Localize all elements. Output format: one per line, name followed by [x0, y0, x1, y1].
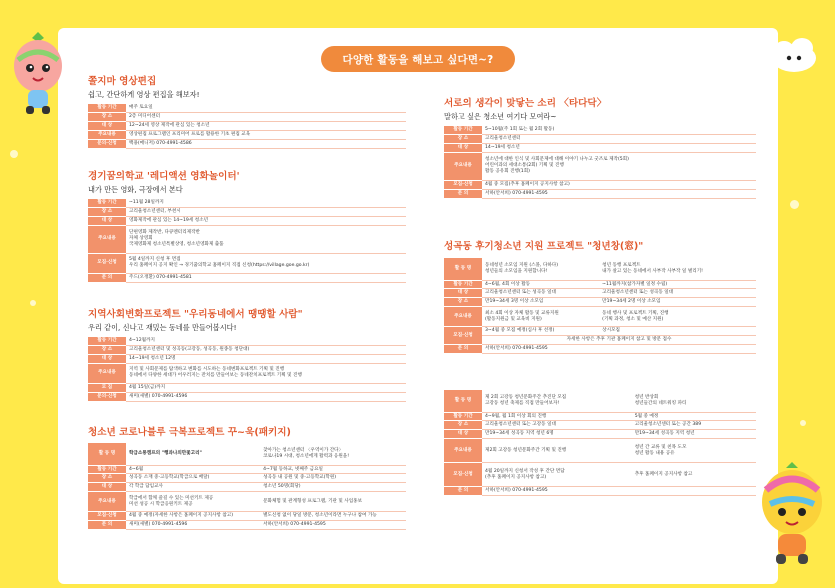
info-table [88, 104, 406, 149]
row-value: 12~24세 영상 제작에 관심 있는 청소년 [126, 121, 406, 130]
section-title: 서로의 생각이 맞닿는 소리 〈타다닥〉 [444, 98, 607, 109]
table-row [88, 225, 406, 253]
table-row [444, 189, 756, 198]
table-row [88, 139, 406, 148]
row-label: 모 집 [88, 383, 126, 392]
row-value: 추후 홈페이지 공지사항 참고 [632, 463, 756, 487]
row-label: 모집·신청 [444, 180, 482, 189]
table-row [88, 492, 406, 512]
row-label: 활 동 명 [444, 258, 482, 280]
section-movie-school [88, 168, 406, 283]
decor-dot [10, 150, 18, 158]
row-value: 3~4월 중 모집 예정(심사 후 선정) [482, 327, 599, 336]
row-label: 대 상 [444, 143, 482, 152]
row-value: 고리울청소년센터 및 성곡동(고강동, 성곡동, 원종동 청단대) [126, 345, 406, 354]
section-video-editing [88, 73, 406, 149]
row-label: 문의·신청 [88, 392, 126, 401]
table-row [444, 430, 756, 439]
info-table [444, 258, 756, 354]
row-value: 청소년 50명(회당) [260, 483, 406, 492]
table-row [88, 273, 406, 282]
row-value: 주드(오정환) 070-4991-4581 [126, 273, 406, 282]
section-community-project [88, 306, 406, 402]
table-row [444, 421, 756, 430]
table-row [88, 512, 406, 521]
table-row [88, 104, 406, 112]
row-value: 서하(안서희) 070-4991-4595 [482, 487, 756, 496]
row-label: 주요내용 [88, 130, 126, 139]
row-value: 14~19세 청소년 12명 [126, 354, 406, 363]
row-label: 대 상 [88, 121, 126, 130]
mascot-character-icon [8, 26, 68, 118]
table-row [88, 121, 406, 130]
row-value: 만19~34세 2명 이상 소모임 [599, 298, 756, 307]
row-label: 모집·신청 [444, 327, 482, 345]
table-row [88, 207, 406, 216]
row-label: 문 의 [444, 189, 482, 198]
row-value: 고리울청소년센터, 부천시 [126, 207, 406, 216]
row-value: 만19~34세 3명 이상 소모임 [482, 298, 599, 307]
row-label: 장 소 [444, 134, 482, 143]
table-row [88, 383, 406, 392]
section-subtitle: 내가 만든 영화, 극장에서 본다 [88, 185, 183, 194]
row-value: 문화체험 및 관계형성 프로그램, 기관 및 사업홍보 [260, 492, 406, 512]
table-row [88, 363, 406, 383]
section-title: 청소년 코로나블루 극복프로젝트 꾸~욱(패키지) [88, 427, 291, 438]
table-row [444, 439, 756, 463]
decor-dot [790, 200, 799, 209]
table-row [444, 463, 756, 487]
section-youth-culture [444, 390, 756, 496]
row-label: 대 상 [88, 483, 126, 492]
row-value: 지역 및 사회문제를 탐색하고 변화를 시도하는 동네변화프로젝트 기획 및 진행 동네에서 다양한 세대가 어우러지는 잔치를 만들어보는 동네잔치프로젝트 기획 및 진행 [126, 363, 406, 383]
row-label: 장 소 [88, 474, 126, 483]
row-label: 장 소 [88, 207, 126, 216]
row-value: 4~6월 [126, 465, 260, 474]
row-value: 영화제작에 관심 있는 14~19세 청소년 [126, 216, 406, 225]
table-row [444, 258, 756, 280]
row-value: 영상편집 프로그램인 프리미어 프로를 활용한 기초 편집 교육 [126, 130, 406, 139]
row-label: 장 소 [88, 112, 126, 121]
table-row [88, 337, 406, 345]
row-value: 고리울청소년센터 [482, 134, 756, 143]
table-row [88, 253, 406, 273]
section-title: 경기꿈의학교 '레디액션 영화놀이터' [88, 171, 240, 182]
row-value: 매주 토요일 [126, 104, 406, 112]
table-row [444, 412, 756, 421]
row-label: 활동 기간 [88, 337, 126, 345]
info-table [88, 337, 406, 402]
section-title: 쫄지마 영상편집 [88, 76, 157, 87]
table-row [444, 487, 756, 496]
row-value: 상시모집 [599, 327, 756, 336]
row-value: 2층 미디어센터 [126, 112, 406, 121]
row-value: 고리울청소년센터 또는 성곡동 일대 [482, 289, 599, 298]
row-value: ~11월까지(참가자별 일정 수립) [599, 280, 756, 289]
row-value: 14~19세 청소년 [482, 143, 756, 152]
row-value: 동네 행사 및 프로젝트 기획, 진행 (기획 과정, 청소 및 예산 지원) [599, 307, 756, 327]
table-row [88, 216, 406, 225]
row-value: 단편영화 제작반, 다큐멘터리제작반 자체 상영회 국제영화제 청소년특별상영, 청소년영화제 출품 [126, 225, 406, 253]
row-value: 고리울청소년센터 또는 성곡동 일대 [599, 289, 756, 298]
section-youth-window [444, 238, 756, 354]
section-corona-blue [88, 424, 406, 530]
table-row [444, 345, 756, 354]
row-value: 청소년에 대한 인식 및 사회문제에 대해 이야기 나누고 굿즈로 제작(5회) 어린이과의 세대소통(2회) 기획 및 진행 활동 공유회 진행(1회) [482, 152, 756, 180]
row-value: 4월 중 모집(추후 홈페이지 공지사항 참고) [482, 180, 756, 189]
row-value: 5~10월(주 1회 또는 월 2회 활동) [482, 126, 756, 134]
row-label: 활동 기간 [88, 104, 126, 112]
info-table [444, 390, 756, 496]
row-label: 활동 기간 [444, 412, 482, 421]
row-label: 장 소 [88, 345, 126, 354]
row-label: 문의·신청 [88, 139, 126, 148]
section-tadadak [444, 95, 756, 199]
row-label: 대 상 [88, 216, 126, 225]
row-value: 새미(새별) 070-4991-4596 [126, 521, 260, 530]
row-label: 활 동 명 [444, 390, 482, 412]
row-value: 4월 15일(금)까지 [126, 383, 406, 392]
row-value: 4~6월, 4회 이상 활동 [482, 280, 599, 289]
row-label: 문 의 [444, 345, 482, 354]
row-label: 활동 기간 [444, 280, 482, 289]
row-value: 별도신청 없이 당일 방문, 청소년이라면 누구나 참여 가능 [260, 512, 406, 521]
table-row [88, 354, 406, 363]
table-row [88, 474, 406, 483]
table-row [444, 289, 756, 298]
row-label: 활동 기간 [88, 465, 126, 474]
table-row [88, 345, 406, 354]
column-head: 청년 반상회 청년들간의 네트워킹 파티 [632, 390, 756, 412]
row-value: 학급에서 함께 즐길 수 있는 미션키트 제공 미션 성공 시 학급응원키트 제공 [126, 492, 260, 512]
table-row [88, 112, 406, 121]
section-title: 지역사회변화프로젝트 "우리동네에서 땡땡할 사람" [88, 309, 303, 320]
row-value: 새미(새별) 070-4991-4596 [126, 392, 406, 401]
table-row [444, 390, 756, 412]
table-row [444, 180, 756, 189]
decor-dot [30, 300, 36, 306]
info-table [88, 199, 406, 283]
section-subtitle: 쉽고, 간단하게 영상 편집을 해보자! [88, 90, 200, 99]
row-value: ~11월 28일까지 [126, 199, 406, 207]
row-value: 4월 중 예정(자세한 사항은 홈페이지 공지사항 참고) [126, 512, 260, 521]
section-subtitle: 말하고 싶은 청소년 여기다 모여라~ [444, 112, 557, 121]
column-head: 제 2회 고강동 청년문화주간 추진단 모집 고강동 청년 축제를 직접 만들어보자! [482, 390, 632, 412]
table-row [444, 336, 756, 345]
banner-title: 다양한 활동을 해보고 싶다면~? [321, 46, 515, 72]
row-value: 최소 4회 이상 자체 활동 및 교류지원 (활동지원금 및 교육비 지원) [482, 307, 599, 327]
row-label: 문 의 [444, 487, 482, 496]
row-value: 4~9월, 월 1회 이상 회의 진행 [482, 412, 632, 421]
row-value: 4~12월까지 [126, 337, 406, 345]
section-subtitle: 우리 같이, 신나고 재밌는 동네를 만들어봅시다! [88, 323, 237, 332]
column-head: 청년 동행 프로젝트 내가 살고 있는 동네에서 사부작 사부작 일 벌리기! [599, 258, 756, 280]
table-row [444, 152, 756, 180]
table-row [88, 199, 406, 207]
row-note: 자세한 사항은 추후 기관 홈페이지 참고 및 방문 접수 [482, 336, 756, 345]
decor-dot [800, 420, 806, 426]
row-label: 활동 기간 [88, 199, 126, 207]
row-value: 5월 4일까지 신청 후 면접 우리 홈페이지 공지 확인 → 경기꿈의학교 홈페이지 직접 신청(https://village.goe.go.kr) [126, 253, 406, 273]
row-value: 서하(안서희) 070-4991-4595 [260, 521, 406, 530]
row-value: 5월 중 예정 [632, 412, 756, 421]
column-head: 찾아가는 청소년센터 〈우역이가 간다〉 코로나19 시대, 청소년에게 활력과 응원을! [260, 443, 406, 465]
row-label: 문 의 [88, 521, 126, 530]
row-label: 주요내용 [444, 439, 482, 463]
row-label: 대 상 [444, 430, 482, 439]
mascot-character-icon [752, 460, 832, 570]
table-row [444, 143, 756, 152]
row-label: 대 상 [88, 354, 126, 363]
info-table [444, 126, 756, 199]
section-title: 성곡동 후기청소년 지원 프로젝트 "청년창(窓)" [444, 241, 644, 252]
table-row [88, 483, 406, 492]
info-table [88, 443, 406, 530]
row-value: 4~7월 등하교, 넷째주 금요일 [260, 465, 406, 474]
row-label: 장 소 [444, 421, 482, 430]
row-value: 4월 20일까지 신청서 작성 후 간단 면담 (추후 홈페이지 공지사항 참고) [482, 463, 632, 487]
row-value: 성곡동 소재 중·고등학교(학급으로 배달) [126, 474, 260, 483]
row-value: 청년 간 교류 및 친목 도모 청년 활동 내용 공유 [632, 439, 756, 463]
row-label: 활동 기간 [444, 126, 482, 134]
row-value: 각 학급 담임교사 [126, 483, 260, 492]
row-value: 제2회 고강동 청년문화주간 기획 및 진행 [482, 439, 632, 463]
table-row [444, 298, 756, 307]
row-label: 장 소 [444, 298, 482, 307]
row-value: 고리울청소년센터 또는 고강동 일대 [482, 421, 632, 430]
table-row [444, 126, 756, 134]
row-value: 만19~34세 성곡동 지역 청년 6명 [482, 430, 632, 439]
row-value: 고리울청소년센터 또는 공간 389 [632, 421, 756, 430]
table-row [444, 327, 756, 336]
row-value: 서하(안서희) 070-4991-4595 [482, 189, 756, 198]
row-label: 대 상 [444, 289, 482, 298]
table-row [444, 280, 756, 289]
row-label: 주요내용 [444, 152, 482, 180]
table-row [88, 465, 406, 474]
table-row [88, 392, 406, 401]
column-head: 학급소통캠프의 "행과나의만꽃고리" [126, 443, 260, 465]
row-value: 서하(안서희) 070-4991-4595 [482, 345, 756, 354]
table-row [444, 134, 756, 143]
table-row [88, 130, 406, 139]
row-label: 주요내용 [444, 307, 482, 327]
row-label: 모집·신청 [88, 253, 126, 273]
table-row [444, 307, 756, 327]
cloud-icon [768, 34, 820, 74]
row-value: 성곡동 내 공원 및 중·고등학교(학원) [260, 474, 406, 483]
column-head: 동네청년 소모임 지원 (스몰, 다하다) 청년들의 소모임을 지원합니다! [482, 258, 599, 280]
table-row [88, 521, 406, 530]
row-label: 주요내용 [88, 363, 126, 383]
row-label: 모집·신청 [88, 512, 126, 521]
table-row [88, 443, 406, 465]
row-label: 주요내용 [88, 225, 126, 253]
row-label: 주요내용 [88, 492, 126, 512]
row-value: 만19~34세 성곡동 지역 청년 [632, 430, 756, 439]
row-value: 백용(매니저) 070-4991-4586 [126, 139, 406, 148]
row-label: 활 동 명 [88, 443, 126, 465]
row-label: 모집·신청 [444, 463, 482, 487]
row-label: 문 의 [88, 273, 126, 282]
